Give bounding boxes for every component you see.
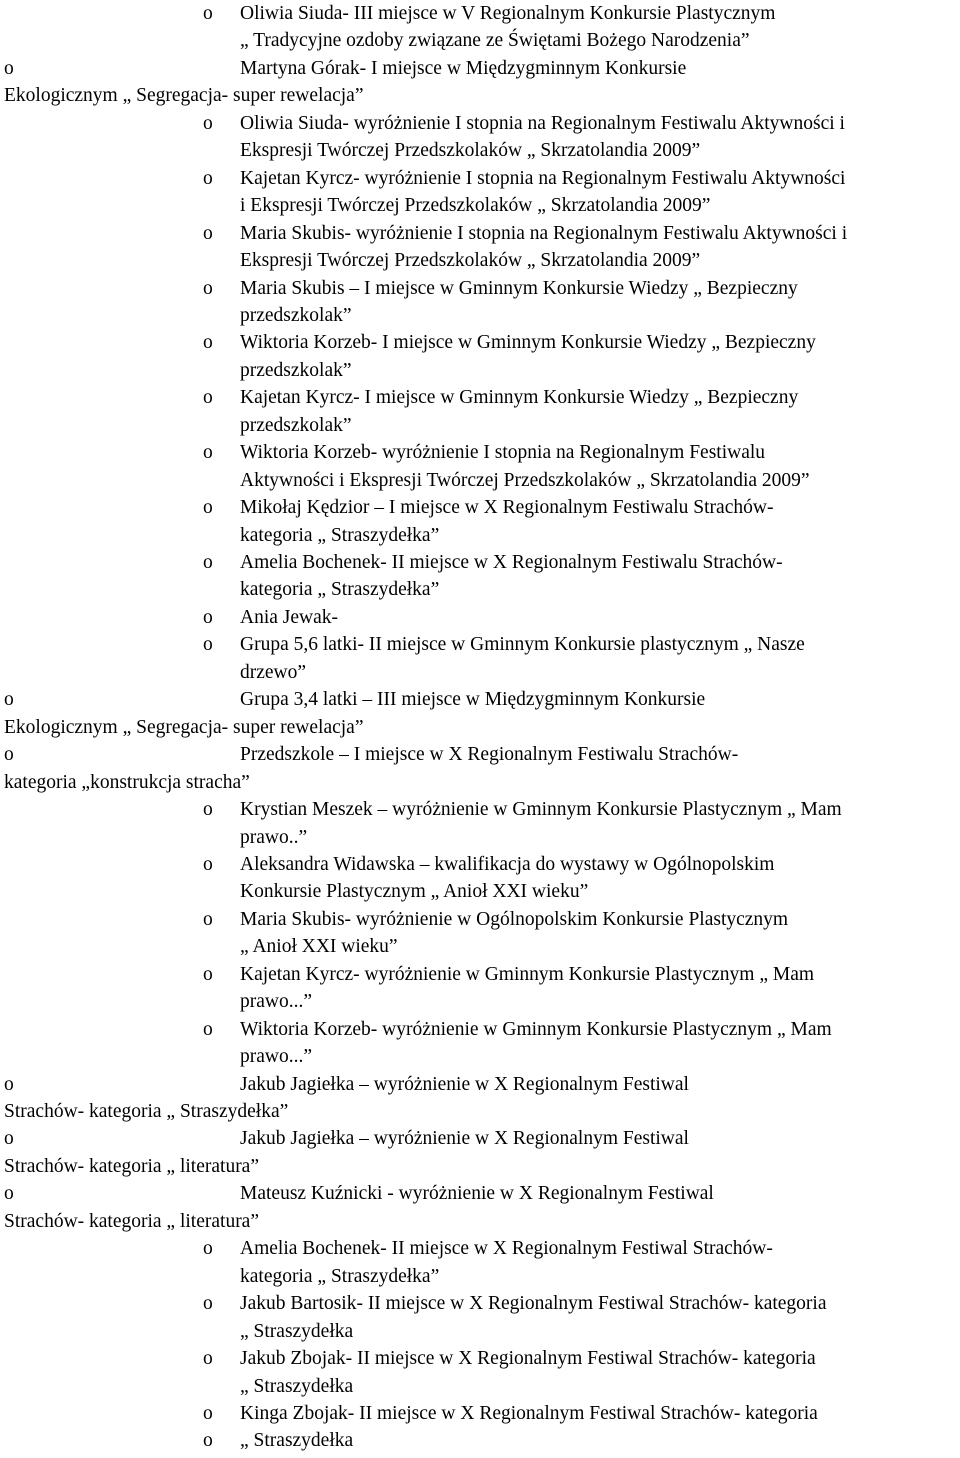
bullet-marker: o — [4, 1183, 14, 1205]
line-text: Amelia Bochenek- II miejsce w X Regionalnym Festiwal Strachów- — [240, 1238, 773, 1260]
list-item — [0, 796, 960, 823]
list-item-continuation — [0, 1318, 960, 1345]
line-text: „ Straszydełka — [240, 1430, 354, 1452]
line-text: Strachów- kategoria „ Straszydełka” — [4, 1101, 289, 1122]
line-text: Aktywności i Ekspresji Twórczej Przedszkolaków „ Skrzatolandia 2009” — [240, 469, 810, 491]
list-item-continuation — [0, 1043, 960, 1070]
line-text: Kajetan Kyrcz- wyróżnienie I stopnia na Regionalnym Festiwalu Aktywności — [240, 167, 846, 189]
bullet-marker: o — [203, 112, 213, 134]
line-text: przedszkolak” — [240, 304, 352, 326]
list-item-continuation — [0, 714, 960, 741]
bullet-marker: o — [4, 1073, 14, 1095]
bullet-marker: o — [203, 1293, 213, 1315]
line-text: Grupa 5,6 latki- II miejsce w Gminnym Konkursie plastycznym „ Nasze — [240, 634, 805, 656]
bullet-marker: o — [203, 963, 213, 985]
line-text: Grupa 3,4 latki – III miejsce w Międzygminnym Konkursie — [240, 689, 706, 711]
line-text: kategoria „ Straszydełka” — [240, 1265, 440, 1287]
list-item-continuation — [0, 522, 960, 549]
bullet-marker: o — [4, 57, 14, 79]
line-text: „ Straszydełka — [240, 1320, 354, 1342]
bullet-marker: o — [203, 1018, 213, 1040]
line-text: „ Anioł XXI wieku” — [240, 936, 398, 958]
list-item — [0, 604, 960, 631]
list-item-continuation — [0, 302, 960, 329]
line-text: Amelia Bochenek- II miejsce w X Regionalnym Festiwalu Strachów- — [240, 552, 783, 573]
list-item — [0, 1235, 960, 1262]
bullet-marker: o — [203, 853, 213, 875]
bullet-marker: o — [203, 1348, 213, 1370]
list-item — [0, 384, 960, 411]
line-text: Maria Skubis- wyróżnienie w Ogólnopolskim Konkursie Plastycznym — [240, 908, 789, 930]
line-text: „ Straszydełka — [240, 1375, 354, 1397]
list-item-continuation — [0, 82, 960, 109]
bullet-marker: o — [203, 222, 213, 244]
line-text: „ Tradycyjne ozdoby związane ze Świętami Bożego Narodzenia” — [240, 30, 750, 52]
list-item — [0, 631, 960, 658]
bullet-marker: o — [203, 552, 213, 573]
line-text: Martyna Górak- I miejsce w Międzygminnym Konkursie — [240, 57, 687, 79]
list-item — [0, 1427, 960, 1454]
line-text: drzewo” — [240, 661, 307, 683]
bullet-marker: o — [203, 442, 213, 464]
list-item — [0, 1345, 960, 1372]
bullet-marker: o — [203, 908, 213, 930]
line-text: Przedszkole – I miejsce w X Regionalnym Festiwalu Strachów- — [240, 744, 739, 766]
list-item — [0, 961, 960, 988]
list-item-continuation — [0, 769, 960, 796]
line-text: Krystian Meszek – wyróżnienie w Gminnym Konkursie Plastycznym „ Mam — [240, 799, 842, 821]
line-text: Maria Skubis – I miejsce w Gminnym Konkursie Wiedzy „ Bezpieczny — [240, 277, 798, 299]
line-text: Aleksandra Widawska – kwalifikacja do wystawy w Ogólnopolskim — [240, 853, 775, 875]
list-item — [0, 1290, 960, 1317]
list-item — [0, 439, 960, 466]
line-text: Ekspresji Twórczej Przedszkolaków „ Skrzatolandia 2009” — [240, 250, 701, 272]
list-item-continuation — [0, 1373, 960, 1400]
list-item — [0, 0, 960, 27]
line-text: kategoria „ Straszydełka” — [240, 524, 440, 546]
list-item-continuation — [0, 357, 960, 384]
list-item — [0, 686, 960, 713]
bullet-marker: o — [203, 332, 213, 354]
list-item — [0, 1016, 960, 1043]
line-text: i Ekspresji Twórczej Przedszkolaków „ Skrzatolandia 2009” — [240, 195, 711, 217]
list-item — [0, 1180, 960, 1207]
list-item-continuation — [0, 1263, 960, 1290]
bullet-marker: o — [203, 167, 213, 189]
bullet-marker: o — [203, 1430, 213, 1452]
list-item-continuation — [0, 659, 960, 686]
line-text: Jakub Jagiełka – wyróżnienie w X Regionalnym Festiwal — [240, 1073, 689, 1095]
list-item — [0, 275, 960, 302]
list-item — [0, 220, 960, 247]
list-item-continuation — [0, 933, 960, 960]
bullet-marker: o — [203, 497, 213, 519]
list-item-continuation — [0, 247, 960, 274]
line-text: Strachów- kategoria „ literatura” — [4, 1155, 259, 1177]
list-item — [0, 906, 960, 933]
line-text: Ekologicznym „ Segregacja- super rewelacja” — [4, 85, 364, 107]
bullet-marker: o — [203, 634, 213, 656]
list-item — [0, 1071, 960, 1098]
list-item-continuation — [0, 467, 960, 494]
bullet-marker: o — [203, 799, 213, 821]
list-item-continuation — [0, 27, 960, 54]
line-text: Jakub Bartosik- II miejsce w X Regionalnym Festiwal Strachów- kategoria — [240, 1293, 827, 1315]
line-text: Mikołaj Kędzior – I miejsce w X Regionalnym Festiwalu Strachów- — [240, 497, 774, 519]
line-text: przedszkolak” — [240, 414, 352, 436]
line-text: Ania Jewak- — [240, 606, 339, 628]
list-item — [0, 110, 960, 137]
bullet-marker: o — [203, 277, 213, 299]
bullet-marker: o — [203, 3, 213, 24]
list-item-continuation — [0, 1153, 960, 1180]
line-text: Wiktoria Korzeb- wyróżnienie w Gminnym Konkursie Plastycznym „ Mam — [240, 1018, 832, 1040]
line-text: kategoria „ Straszydełka” — [240, 579, 440, 601]
list-item — [0, 851, 960, 878]
line-text: przedszkolak” — [240, 359, 352, 381]
list-item — [0, 1125, 960, 1152]
list-item — [0, 329, 960, 356]
line-text: Strachów- kategoria „ literatura” — [4, 1210, 259, 1232]
list-item-continuation — [0, 412, 960, 439]
list-item — [0, 165, 960, 192]
line-text: prawo..” — [240, 826, 308, 848]
list-item — [0, 549, 960, 576]
list-item-continuation — [0, 824, 960, 851]
bullet-marker: o — [4, 744, 14, 766]
list-item-continuation — [0, 878, 960, 905]
list-item-continuation — [0, 576, 960, 603]
line-text: Mateusz Kuźnicki - wyróżnienie w X Regionalnym Festiwal — [240, 1183, 714, 1205]
line-text: Wiktoria Korzeb- I miejsce w Gminnym Konkursie Wiedzy „ Bezpieczny — [240, 332, 816, 354]
list-item — [0, 55, 960, 82]
line-text: Kajetan Kyrcz- I miejsce w Gminnym Konkursie Wiedzy „ Bezpieczny — [240, 387, 799, 409]
line-text: Maria Skubis- wyróżnienie I stopnia na Regionalnym Festiwalu Aktywności i — [240, 222, 848, 244]
list-item-continuation — [0, 1098, 960, 1125]
line-text: Kajetan Kyrcz- wyróżnienie w Gminnym Konkursie Plastycznym „ Mam — [240, 963, 815, 985]
line-text: prawo...” — [240, 991, 313, 1013]
list-item — [0, 1400, 960, 1427]
line-text: kategoria „konstrukcja stracha” — [4, 771, 250, 793]
bullet-marker: o — [203, 1238, 213, 1260]
line-text: Jakub Zbojak- II miejsce w X Regionalnym Festiwal Strachów- kategoria — [240, 1348, 816, 1370]
list-item-continuation — [0, 988, 960, 1015]
line-text: Oliwia Siuda- III miejsce w V Regionalnym Konkursie Plastycznym — [240, 3, 776, 24]
line-text: Wiktoria Korzeb- wyróżnienie I stopnia na Regionalnym Festiwalu — [240, 442, 766, 464]
bullet-marker: o — [203, 1402, 213, 1424]
line-text: Jakub Jagiełka – wyróżnienie w X Regionalnym Festiwal — [240, 1128, 689, 1150]
list-item-continuation — [0, 192, 960, 219]
bullet-marker: o — [4, 1128, 14, 1150]
bullet-marker: o — [203, 387, 213, 409]
bullet-marker: o — [4, 689, 14, 711]
list-item-continuation — [0, 137, 960, 164]
line-text: Konkursie Plastycznym „ Anioł XXI wieku” — [240, 881, 589, 903]
bullet-marker: o — [203, 606, 213, 628]
line-text: Ekologicznym „ Segregacja- super rewelacja” — [4, 716, 364, 738]
list-item-continuation — [0, 1208, 960, 1235]
line-text: Kinga Zbojak- II miejsce w X Regionalnym Festiwal Strachów- kategoria — [240, 1402, 818, 1424]
line-text: Ekspresji Twórczej Przedszkolaków „ Skrzatolandia 2009” — [240, 140, 701, 162]
line-text: Oliwia Siuda- wyróżnienie I stopnia na Regionalnym Festiwalu Aktywności i — [240, 112, 845, 134]
line-text: prawo...” — [240, 1046, 313, 1068]
list-item — [0, 494, 960, 521]
list-item — [0, 741, 960, 768]
